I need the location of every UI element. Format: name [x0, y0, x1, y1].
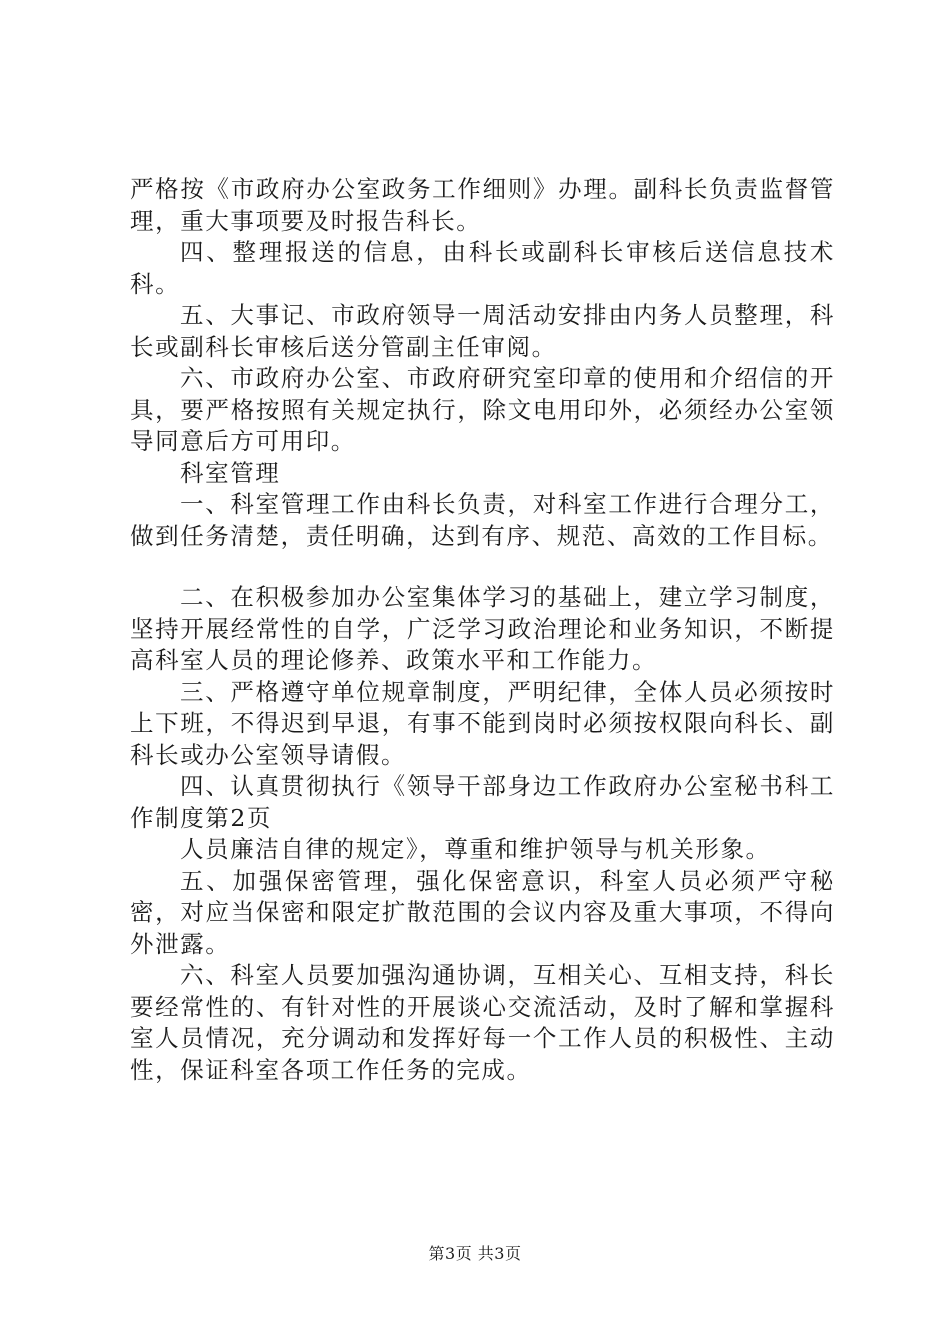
paragraph-mgmt-item-2: 二、在积极参加办公室集体学习的基础上，建立学习制度，坚持开展经常性的自学，广泛学习政治理论和业务知识，不断提高科室人员的理论修养、政策水平和工作能力。	[130, 583, 835, 674]
document-body	[130, 174, 835, 1086]
paragraph-item-6-seal: 六、市政府办公室、市政府研究室印章的使用和介绍信的开具，要严格按照有关规定执行，除文电用印外，必须经办公室领导同意后方可用印。	[130, 364, 835, 455]
paragraph-mgmt-item-4: 四、认真贯彻执行《领导干部身边工作政府办公室秘书科工作制度第2页	[130, 772, 835, 832]
paragraph-mgmt-item-5: 五、加强保密管理，强化保密意识，科室人员必须严守秘密，对应当保密和限定扩散范围的会议内容及重大事项，不得向外泄露。	[130, 866, 835, 958]
page-footer	[0, 1244, 950, 1264]
paragraph-mgmt-item-1: 一、科室管理工作由科长负责，对科室工作进行合理分工，做到任务清楚，责任明确，达到有序、规范、高效的工作目标。	[130, 490, 835, 550]
paragraph-item-4-info: 四、整理报送的信息，由科长或副科长审核后送信息技术科。	[130, 238, 835, 298]
page-number-label: 第3页 共3页	[428, 1244, 522, 1263]
paragraph-mgmt-item-6: 六、科室人员要加强沟通协调，互相关心、互相支持，科长要经常性的、有针对性的开展谈心交流活动，及时了解和掌握科室人员情况，充分调动和发挥好每一个工作人员的积极性、主动性，保证科室各项工作任务的完成。	[130, 961, 835, 1084]
section-heading-office-management: 科室管理	[180, 458, 281, 487]
paragraph-continuation: 严格按《市政府办公室政务工作细则》办理。副科长负责监督管理，重大事项要及时报告科长。	[130, 175, 835, 235]
paragraph-mgmt-item-3: 三、严格遵守单位规章制度，严明纪律，全体人员必须按时上下班，不得迟到早退，有事不能到岗时必须按权限向科长、副科长或办公室领导请假。	[130, 677, 835, 769]
paragraph-spacer	[130, 552, 835, 582]
paragraph-item-5-events: 五、大事记、市政府领导一周活动安排由内务人员整理，科长或副科长审核后送分管副主任审阅。	[130, 301, 835, 361]
paragraph-mgmt-item-4-cont: 人员廉洁自律的规定》，尊重和维护领导与机关形象。	[180, 835, 771, 863]
